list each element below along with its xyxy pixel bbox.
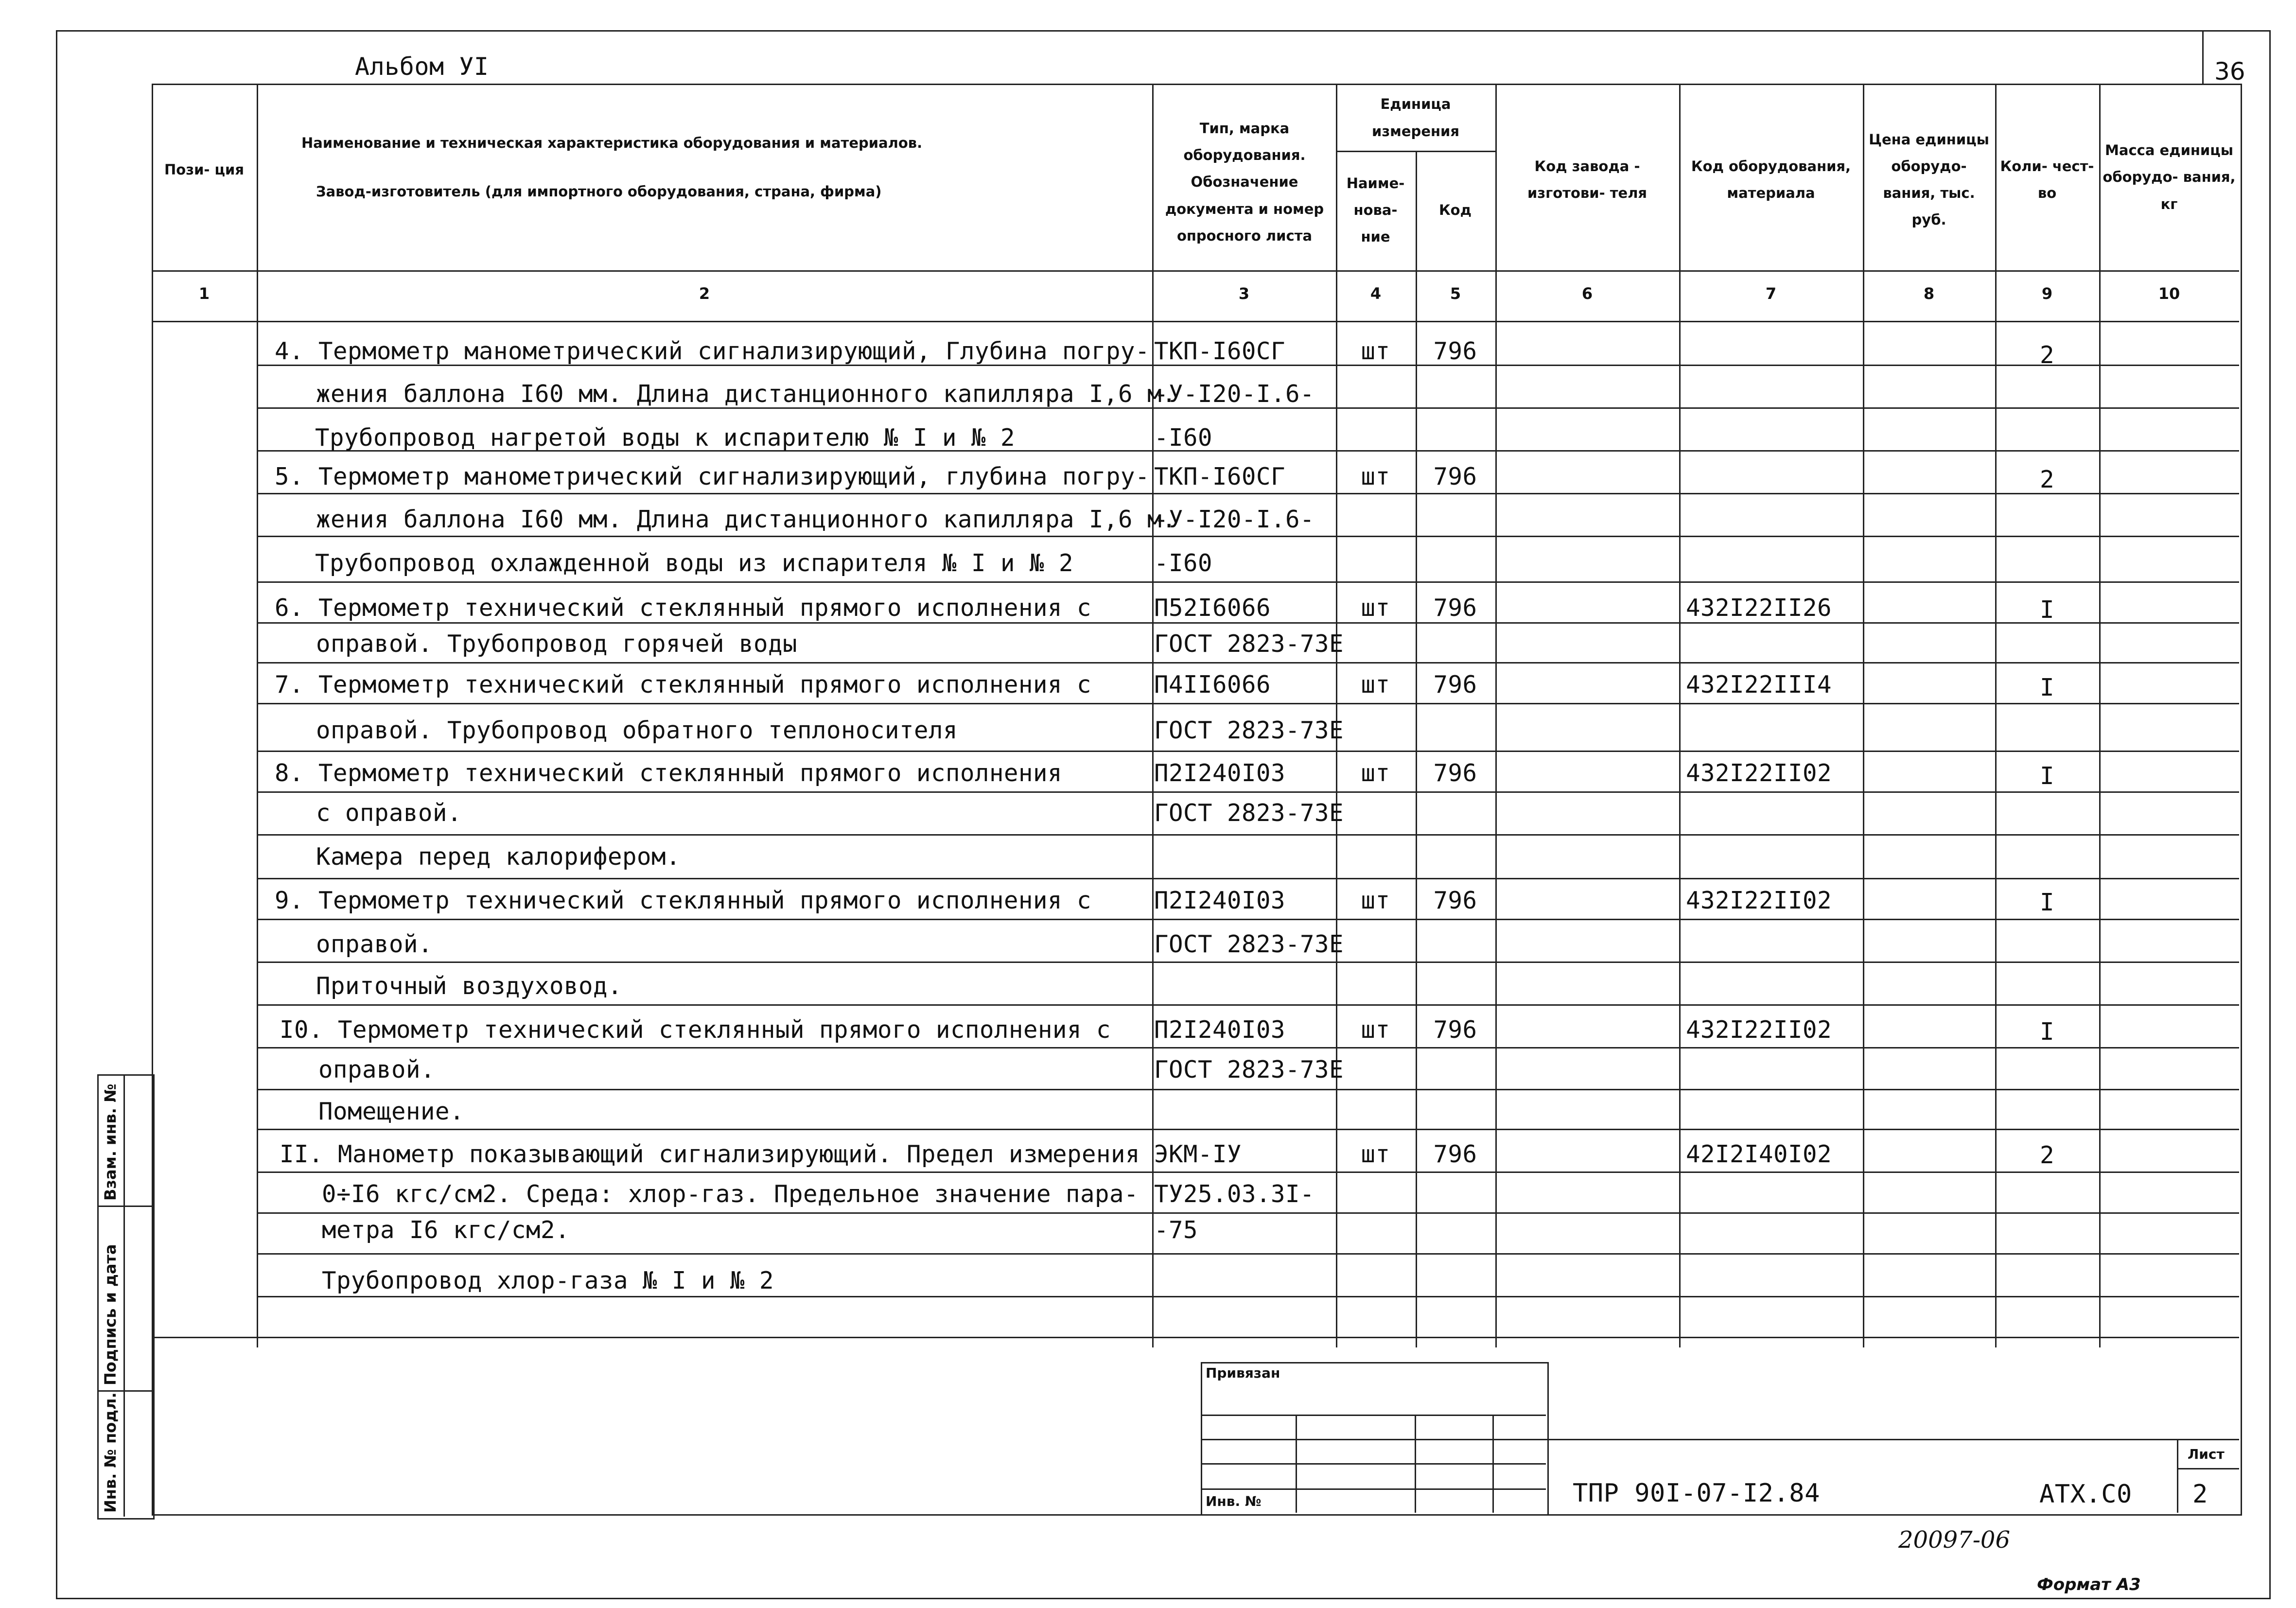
- row-type: -У-I20-I.6-: [1154, 506, 1315, 533]
- row-description: Трубопровод охлажденной воды из испарителя № I и № 2: [315, 549, 1074, 577]
- row-description: Трубопровод хлор-газа № I и № 2: [322, 1267, 774, 1294]
- row-unit-code: 796: [1433, 337, 1477, 365]
- side-label-inv-podl: Инв. № подл.: [101, 1392, 120, 1513]
- row-description: I0. Термометр технический стеклянный прямого исполнения с: [280, 1016, 1111, 1044]
- header-unit-name: Наиме- нова- ние: [1346, 175, 1405, 245]
- row-type: П2I240I03: [1154, 1016, 1286, 1044]
- header-mass: Масса единицы оборудо- вания, кг: [2103, 142, 2236, 212]
- row-type: П4II6066: [1154, 671, 1271, 699]
- row-description: оправой.: [316, 930, 433, 958]
- row-description: Камера перед калорифером.: [316, 843, 681, 871]
- sheet-number: 2: [2192, 1480, 2208, 1509]
- row-type: ГОСТ 2823-73Е: [1154, 930, 1344, 958]
- row-type: -75: [1154, 1216, 1198, 1244]
- row-unit-code: 796: [1433, 759, 1477, 787]
- col-number-2: 2: [699, 284, 710, 303]
- row-type: -I60: [1154, 549, 1213, 577]
- row-type: ТУ25.03.3I-: [1154, 1180, 1315, 1208]
- row-description: метра I6 кгс/см2.: [322, 1216, 570, 1244]
- row-description: 0÷I6 кгс/см2. Среда: хлор-газ. Предельное значение пара-: [322, 1180, 1139, 1208]
- header-quantity: Коли- чест- во: [2000, 157, 2094, 201]
- row-quantity: 2: [2039, 341, 2054, 369]
- header-manufacturer-code: Код завода - изготови- теля: [1527, 157, 1648, 201]
- row-type: ГОСТ 2823-73Е: [1154, 717, 1344, 744]
- row-description: 9. Термометр технический стеклянный прямого исполнения с: [275, 887, 1092, 914]
- row-equipment-code: 432I22III4: [1686, 671, 1832, 699]
- row-quantity: 2: [2039, 1141, 2054, 1169]
- row-type: ГОСТ 2823-73Е: [1154, 799, 1344, 827]
- header-price: Цена единицы оборудо- вания, тыс. руб.: [1869, 131, 1989, 228]
- row-unit: шт: [1361, 594, 1390, 622]
- row-description: оправой.: [318, 1056, 436, 1084]
- col-number-5: 5: [1450, 284, 1461, 303]
- page-number: 36: [2214, 57, 2245, 86]
- col-number-4: 4: [1370, 284, 1382, 303]
- handwritten-number: 20097-06: [1898, 1526, 2010, 1554]
- row-unit-code: 796: [1433, 1016, 1477, 1044]
- sheet-label: Лист: [2188, 1446, 2225, 1462]
- row-quantity: I: [2039, 1018, 2054, 1046]
- privyazan-label: Привязан: [1206, 1365, 1280, 1381]
- format-label: Формат А3: [2037, 1575, 2141, 1594]
- header-unit: Единица измерения: [1372, 96, 1459, 140]
- row-description: жения баллона I60 мм. Длина дистанционного капилляра I,6 м.: [316, 506, 1177, 533]
- header-equipment-code: Код оборудования, материала: [1691, 157, 1851, 201]
- row-unit-code: 796: [1433, 594, 1477, 622]
- row-description: 5. Термометр манометрический сигнализирующий, глубина погру-: [275, 463, 1150, 490]
- row-type: ГОСТ 2823-73Е: [1154, 630, 1344, 658]
- row-unit-code: 796: [1433, 671, 1477, 699]
- side-label-podpis: Подпись и дата: [101, 1244, 120, 1385]
- row-unit: шт: [1361, 887, 1390, 914]
- row-quantity: I: [2039, 674, 2054, 701]
- col-number-1: 1: [198, 284, 210, 303]
- col-number-7: 7: [1765, 284, 1777, 303]
- page-number-divider: [2202, 30, 2204, 85]
- row-description: 6. Термометр технический стеклянный прямого исполнения с: [275, 594, 1092, 622]
- row-description: 7. Термометр технический стеклянный прямого исполнения с: [275, 671, 1092, 699]
- header-position: Пози- ция: [164, 161, 244, 178]
- row-unit-code: 796: [1433, 1140, 1477, 1168]
- row-unit-code: 796: [1433, 887, 1477, 914]
- row-unit: шт: [1361, 759, 1390, 787]
- row-unit: шт: [1361, 337, 1390, 365]
- row-type: -I60: [1154, 424, 1213, 452]
- inv-no-label: Инв. №: [1206, 1493, 1262, 1509]
- side-label-vzam: Взам. инв. №: [101, 1084, 120, 1201]
- row-description: Приточный воздуховод.: [316, 972, 623, 1000]
- row-equipment-code: 432I22II02: [1686, 759, 1832, 787]
- col-number-6: 6: [1581, 284, 1593, 303]
- row-description: оправой. Трубопровод обратного теплоносителя: [316, 717, 958, 744]
- row-unit-code: 796: [1433, 463, 1477, 490]
- album-title: Альбом УI: [355, 52, 489, 81]
- header-type: Тип, марка оборудования. Обозначение документа и номер опросного листа: [1165, 120, 1324, 244]
- row-description: жения баллона I60 мм. Длина дистанционного капилляра I,6 м.: [316, 380, 1177, 408]
- row-quantity: 2: [2039, 466, 2054, 493]
- row-unit: шт: [1361, 671, 1390, 699]
- row-quantity: I: [2039, 762, 2054, 790]
- row-equipment-code: 432I22II02: [1686, 887, 1832, 914]
- row-type: П2I240I03: [1154, 887, 1286, 914]
- row-type: ТКП-I60СГ: [1154, 463, 1286, 490]
- row-description: 4. Термометр манометрический сигнализирующий, Глубина погру-: [275, 337, 1150, 365]
- col-number-9: 9: [2041, 284, 2053, 303]
- row-description: Трубопровод нагретой воды к испарителю № I и № 2: [315, 424, 1016, 452]
- document-code: ТПР 90I-07-I2.84: [1573, 1479, 1820, 1508]
- row-type: П2I240I03: [1154, 759, 1286, 787]
- row-unit: шт: [1361, 1140, 1390, 1168]
- row-quantity: I: [2039, 596, 2054, 624]
- row-description: с оправой.: [316, 799, 462, 827]
- row-type: ГОСТ 2823-73Е: [1154, 1056, 1344, 1084]
- row-description: 8. Термометр технический стеклянный прямого исполнения: [275, 759, 1063, 787]
- row-type: ТКП-I60СГ: [1154, 337, 1286, 365]
- row-type: П52I6066: [1154, 594, 1271, 622]
- header-unit-code: Код: [1438, 201, 1472, 218]
- row-unit: шт: [1361, 463, 1390, 490]
- row-equipment-code: 42I2I40I02: [1686, 1140, 1832, 1168]
- row-type: -У-I20-I.6-: [1154, 380, 1315, 408]
- col-number-3: 3: [1238, 284, 1250, 303]
- row-description: оправой. Трубопровод горячей воды: [316, 630, 798, 658]
- row-description: II. Манометр показывающий сигнализирующий. Предел измерения: [280, 1140, 1140, 1168]
- document-mark: АТХ.С0: [2039, 1480, 2132, 1509]
- row-type: ЭКМ-IУ: [1154, 1140, 1242, 1168]
- row-quantity: I: [2039, 889, 2054, 916]
- row-unit: шт: [1361, 1016, 1390, 1044]
- row-equipment-code: 432I22II26: [1686, 594, 1832, 622]
- col-number-8: 8: [1923, 284, 1935, 303]
- row-equipment-code: 432I22II02: [1686, 1016, 1832, 1044]
- header-name-line1: Наименование и техническая характеристика оборудования и материалов.: [301, 135, 923, 152]
- row-description: Помещение.: [318, 1098, 465, 1125]
- header-name-line2: Завод-изготовитель (для импортного оборудования, страна, фирма): [316, 183, 882, 200]
- col-number-10: 10: [2158, 284, 2180, 303]
